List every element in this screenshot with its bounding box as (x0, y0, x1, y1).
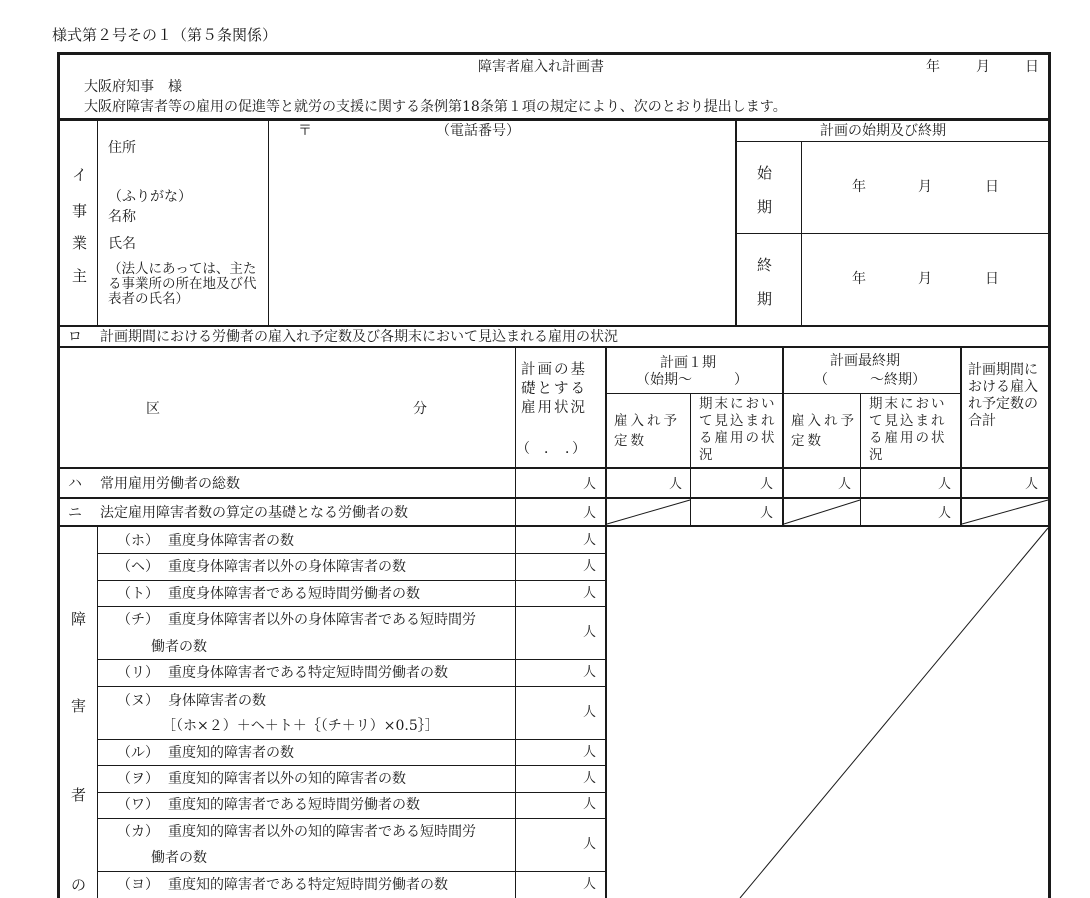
row-ha-basis-unit: 人 (583, 477, 597, 492)
row-to-unit: 人 (583, 586, 597, 601)
row-wa-mark: （ワ） (117, 797, 159, 813)
row-to-label: 重度身体障害者である短時間労働者の数 (168, 586, 420, 602)
row-ho-unit: 人 (583, 533, 597, 548)
phone-label: （電話番号） (436, 123, 520, 139)
row-wo-mark: （ヲ） (117, 771, 159, 787)
row-chi-unit: 人 (583, 625, 597, 640)
row-ni-mark: ニ (68, 505, 82, 521)
row-ni-final-expected-unit: 人 (938, 506, 952, 521)
row-ha-final-expected-unit: 人 (938, 477, 952, 492)
disabled-label-3: 者 (71, 786, 87, 804)
row-chi-label: 重度身体障害者以外の身体障害者である短時間労 (168, 612, 476, 628)
row-ka-label: 重度知的障害者以外の知的障害者である短時間労 (168, 824, 476, 840)
row-wa-unit: 人 (583, 797, 597, 812)
row-ho-label: 重度身体障害者の数 (168, 533, 294, 549)
row-ni-total-strike (962, 500, 1048, 524)
p1-hire-header: 雇入れ予定数 (614, 413, 680, 449)
basis-header: 計画の基礎とする雇用状況 (521, 362, 587, 416)
end-label-1: 終 (757, 256, 773, 274)
row-yo-unit: 人 (583, 877, 597, 892)
row-ha-total-unit: 人 (1025, 477, 1039, 492)
date-day: 日 (1025, 59, 1039, 75)
period1-sub: （始期～ ） (636, 372, 748, 388)
employer-label-2: 事 (72, 202, 88, 220)
p1-expected-header: 期末において見込まれる雇用の状況 (699, 396, 777, 463)
end-day: 日 (985, 271, 999, 287)
address-label: 住所 (108, 140, 136, 156)
row-ni-final-hire-strike (784, 500, 860, 524)
row-ri-mark: （リ） (117, 665, 159, 681)
addressee: 大阪府知事 様 (84, 79, 182, 95)
row-nu-formula: ［（ホ×２）＋ヘ＋ト＋｛（チ＋リ）×0.5｝］ (162, 718, 439, 734)
start-day: 日 (985, 179, 999, 195)
row-wo-unit: 人 (583, 771, 597, 786)
start-month: 月 (918, 179, 932, 195)
person-label: 氏名 (108, 236, 136, 252)
start-label-2: 期 (757, 198, 773, 216)
bun-label: 分 (413, 401, 427, 417)
kubun-label: 区 (146, 401, 160, 417)
total-header: 計画期間における雇入れ予定数の合計 (968, 362, 1038, 429)
name-label: 名称 (108, 209, 136, 225)
employer-label-1: イ (72, 166, 88, 184)
final-period-sub: （ ～終期） (814, 372, 926, 388)
section-ro-text: 計画期間における労働者の雇入れ予定数及び各期末において見込まれる雇用の状況 (100, 329, 618, 345)
row-ru-label: 重度知的障害者の数 (168, 745, 294, 761)
form-title: 障害者雇入れ計画書 (478, 59, 604, 75)
row-ni-p1-hire-strike (607, 500, 690, 524)
row-ka-mark: （カ） (117, 824, 159, 840)
row-he-label: 重度身体障害者以外の身体障害者の数 (168, 559, 406, 575)
start-year: 年 (852, 179, 866, 195)
end-label-2: 期 (757, 290, 773, 308)
row-he-mark: （ヘ） (117, 559, 159, 575)
row-nu-mark: （ヌ） (117, 693, 159, 709)
date-year: 年 (926, 59, 940, 75)
row-yo-mark: （ヨ） (117, 877, 159, 893)
furigana-label: （ふりがな） (108, 189, 192, 205)
disabled-label-1: 障 (71, 610, 87, 628)
period1-header: 計画１期 (660, 355, 716, 371)
row-ri-label: 重度身体障害者である特定短時間労働者の数 (168, 665, 448, 681)
end-year: 年 (852, 271, 866, 287)
final-period-header: 計画最終期 (830, 353, 900, 369)
disabled-label-4: の (71, 876, 87, 894)
row-ha-p1-hire-unit: 人 (669, 477, 683, 492)
disabled-label-2: 害 (71, 697, 87, 715)
row-ka-label2: 働者の数 (151, 850, 207, 866)
date-month: 月 (976, 59, 990, 75)
final-expected-header: 期末において見込まれる雇用の状況 (869, 396, 947, 463)
row-nu-label: 身体障害者の数 (168, 693, 266, 709)
corporate-note: （法人にあっては、主たる事業所の所在地及び代表者の氏名） (108, 261, 257, 307)
row-ri-unit: 人 (583, 665, 597, 680)
row-yo-label: 重度知的障害者である特定短時間労働者の数 (168, 877, 448, 893)
form-id: 様式第２号その１（第５条関係） (52, 26, 278, 44)
row-chi-mark: （チ） (117, 612, 159, 628)
plan-period-header: 計画の始期及び終期 (820, 123, 946, 139)
row-nu-unit: 人 (583, 705, 597, 720)
row-ni-basis-unit: 人 (583, 506, 597, 521)
disabled-blank-area-strike (740, 528, 1048, 898)
row-ru-unit: 人 (583, 745, 597, 760)
row-he-unit: 人 (583, 559, 597, 574)
row-ha-p1-expected-unit: 人 (760, 477, 774, 492)
row-wo-label: 重度知的障害者以外の知的障害者の数 (168, 771, 406, 787)
employer-label-3: 業 (72, 234, 88, 252)
row-ho-mark: （ホ） (117, 533, 159, 549)
row-ha-mark: ハ (68, 476, 82, 492)
start-label-1: 始 (757, 164, 773, 182)
basis-date: （ ． ．） (516, 441, 586, 457)
row-wa-label: 重度知的障害者である短時間労働者の数 (168, 797, 420, 813)
row-ni-p1-expected-unit: 人 (760, 506, 774, 521)
row-ka-unit: 人 (583, 837, 597, 852)
employer-label-4: 主 (72, 267, 88, 285)
row-chi-label2: 働者の数 (151, 639, 207, 655)
row-to-mark: （ト） (117, 586, 159, 602)
end-month: 月 (918, 271, 932, 287)
row-ha-final-hire-unit: 人 (838, 477, 852, 492)
intro-text: 大阪府障害者等の雇用の促進等と就労の支援に関する条例第18条第１項の規定により、次のとおり提出します。 (84, 99, 787, 115)
final-hire-header: 雇入れ予定数 (791, 413, 857, 449)
row-ru-mark: （ル） (117, 745, 159, 761)
row-ha-label: 常用雇用労働者の総数 (100, 476, 240, 492)
section-ro-mark: ロ (68, 329, 82, 345)
row-ni-label: 法定雇用障害者数の算定の基礎となる労働者の数 (100, 505, 408, 521)
postal-mark: 〒 (298, 123, 312, 139)
